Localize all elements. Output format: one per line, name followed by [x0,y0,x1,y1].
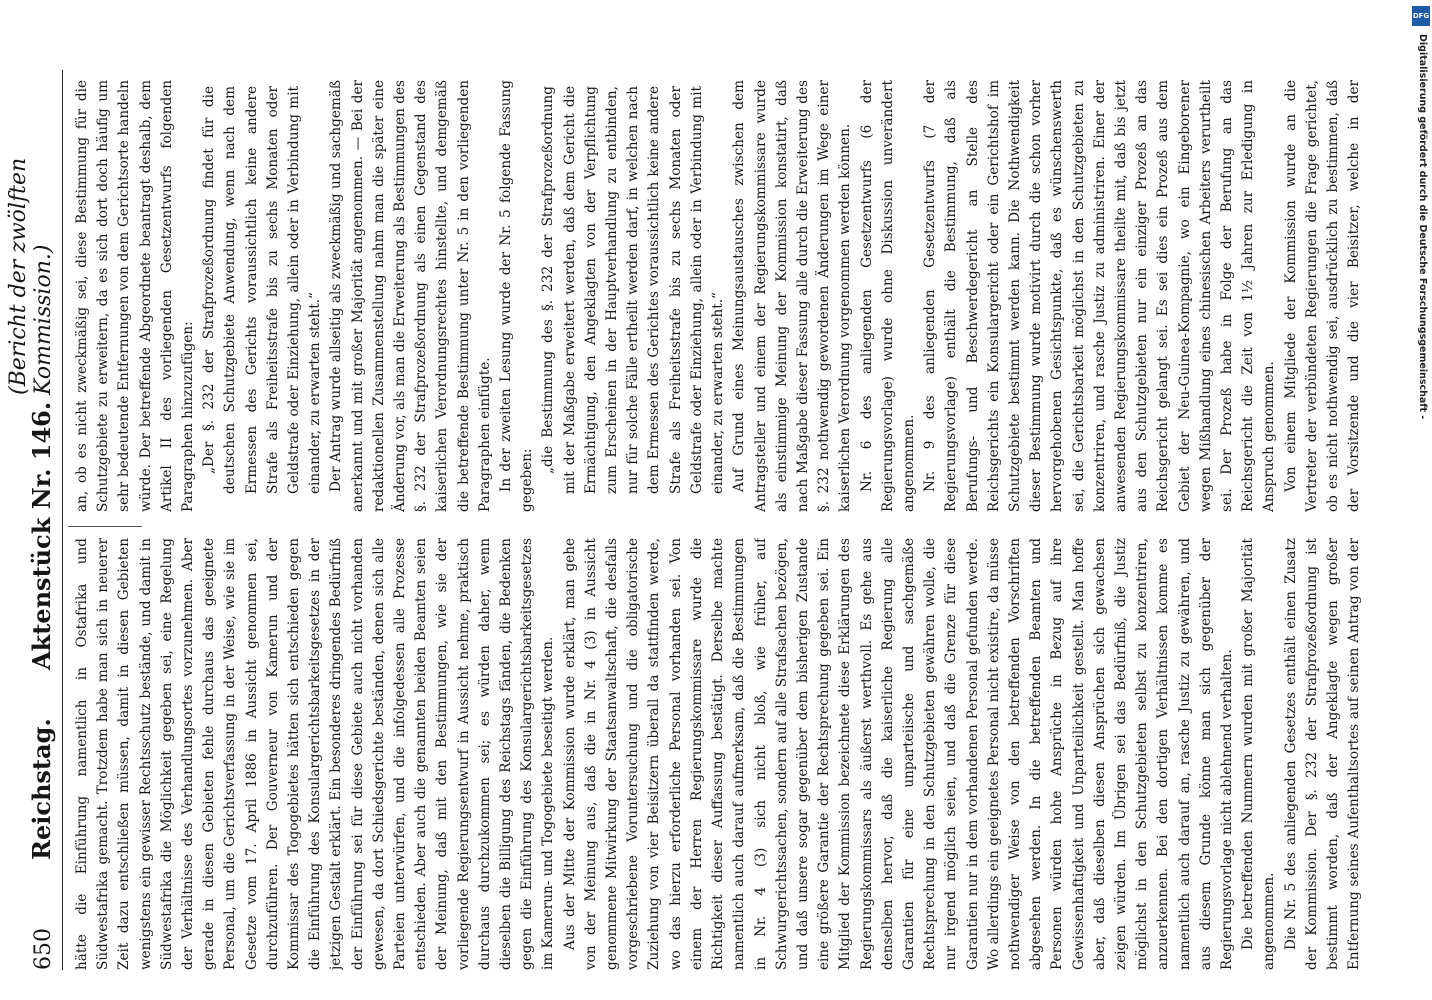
paragraph: „Der §. 232 der Strafprozeßordnung findet für die deutschen Schutzgebiete Anwendung, wenn nach dem Ermessen des Gerichts voraussichtlich keine andere Strafe als Freiheitsstrafe bis zu sechs Monaten oder Geldstrafe oder Einziehung, allein oder in Verbindung mit einander, zu erwarten steht.“ [201,86,324,494]
text-column-left [72,538,1362,970]
page-header [0,70,63,970]
paragraph: an, ob es nicht zweckmäßig sei, diese Bestimmung für die Schutzgebiete zu erweitern, da es sich dort doch häufig um sehr bedeutende Entfernungen von dem Gerichtsorte handeln würde. Der betreffende Abgeordnete beantragt deshalb, dem Artikel II des vorliegenden Gesetzentwurfs folgenden Paragraphen hinzuzufügen: [74,80,197,512]
paragraph: Nr. 9 des anliegenden Gesetzentwurfs (7 der Regierungsvorlage) enthält die Bestimmung, daß als Berufungs- und Beschwerdegericht an Stelle des Reichsgerichts ein Konsulargericht oder ein Gerichtshof im Schutzgebiete bestimmt werden kann. Die Nothwendigkeit dieser Bestimmung wurde motivirt durch die schon vorher hervorgehobenen Gesichtspunkte, daß es wünschenswerth sei, die Gerichtsbarkeit möglichst in den Schutzgebieten zu konzentriren, und rasche Justiz zu administriren. Einer der anwesenden Regierungskommissare theilte mit, daß bis jetzt aus den Schutzgebieten nur ein einziger Prozeß an das Reichsgericht gelangt sei. Es sei dies ein Prozeß aus dem Gebiet der Neu-Guinea-Kompagnie, wo ein Eingeborener wegen Mißhandlung eines chinesischen Arbeiters verurtheilt sei. Der Prozeß habe in Folge der Berufung an das Reichsgericht die Zeit von 1½ Jahren zur Erledigung in Anspruch genommen. [922,80,1278,512]
section-title: (Bericht der zwölften Kommission.) [6,157,56,395]
page-number: 650 [31,928,56,970]
paragraph: Aus der Mitte der Kommission wurde erklärt, man gehe von der Meinung aus, daß die in Nr. 4 (3) in Aussicht genommene Mitwirkung der Staatsanwaltschaft, die desfalls vorgeschriebene Voruntersuchung und die obligatorische Zuziehung von vier Beisitzern überall da stattfinden werde, wo das hierzu erforderliche Personal vorhanden sei. Von einem der Herren Regierungskommissare wurde die Richtigkeit dieser Auffassung bestätigt. Derselbe machte namentlich auch darauf aufmerksam, daß die Bestimmungen in Nr. 4 (3) sich nicht bloß, wie früher, auf Schwurgerichtssachen, sondern auf alle Strafsachen bezögen, und daß unsere sogar gegenüber dem bisherigen Zustande eine größere Garantie der Rechtsprechung gegeben sei. Ein Mitglied der Kommission bezeichnete diese Erklärungen des Regierungskommissars als äußerst werthvoll. Es gehe aus denselben hervor, daß die kaiserliche Regierung alle Garantien für eine unparteiische und sachgemäße Rechtsprechung in den Schutzgebieten gewähren wolle, die nur irgend möglich seien, und daß die Grenze für diese Garantien nur in dem vorhandenen Personal gefunden werde. Wo allerdings ein geeignetes Personal nicht existire, da müsse nothwendiger Weise von den betreffenden Vorschriften abgesehen werden. In die betreffenden Beamten und Personen würden hohe Ansprüche in Bezug auf ihre Gewissenhaftigkeit und Unparteilichkeit gestellt. Man hoffe aber, daß dieselben diesen Ansprüchen sich gewachsen zeigen würden. Im Übrigen sei das Bedürfniß, die Justiz möglichst in den Schutzgebieten selbst zu konzentriren, anzuerkennen. Bei den dortigen Verhältnissen komme es namentlich auch darauf an, rasche Justiz zu gewähren, und aus diesem Grunde könne man sich gegenüber der Regierungsvorlage nicht ablehnend verhalten. [561,538,1235,970]
paragraph: hätte die Einführung namentlich in Ostafrika und Südwestafrika gemacht. Trotzdem habe man sich in neuerer Zeit dazu entschließen müssen, damit in diesen Gebieten wenigstens ein gewisser Rechtsschutz bestände, und damit in Südwestafrika die Möglichkeit gegeben sei, eine Regelung der Verhältnisse des Verhandlungsortes vorzunehmen. Aber gerade in diesen Gebieten fehle durchaus das geeignete Personal, um die Gerichtsverfassung in der Weise, wie sie im Gesetze vom 17. April 1886 in Aussicht genommen sei, durchzuführen. Der Gouverneur von Kamerun und der Kommissar des Togogebietes hätten sich entschieden gegen die Einführung des Konsulargerichtsbarkeitsgesetzes in der jetzigen Gestalt erklärt. Ein besonderes dringendes Bedürfniß der Einführung sei für diese Gebiete auch nicht vorhanden gewesen, da dort Schiedsgerichte beständen, denen sich alle Parteien unterwürfen, und die infolgedessen alle Prozesse entschieden. Aber auch die genannten beiden Beamten seien der Meinung, daß mit den Bestimmungen, wie sie der vorliegende Regierungsentwurf in Aussicht nehme, praktisch durchaus durchzukommen sei; es würden daher, wenn dieselben die Billigung des Reichstags fänden, die Bedenken gegen die Einführung des Konsulargerichtsbarkeitsgesetzes im Kamerun- und Togogebiete beseitigt werden. [74,538,557,970]
footer-credit: Digitalisierung gefördert durch die Deutsche Forschungsgemeinschaft - [1417,34,1428,420]
paragraph: „die Bestimmung des §. 232 der Strafprozeßordnung mit der Maßgabe erweitert werden, daß dem Gericht die Ermächtigung, den Angeklagten von der Verpflichtung zum Erscheinen in der Hauptverhandlung zu entbinden, nur für solche Fälle ertheilt werden darf, in welchen nach dem Ermessen des Gerichtes voraussichtlich keine andere Strafe als Freiheitsstrafe bis zu sechs Monaten oder Geldstrafe oder Einziehung, allein oder in Verbindung mit einander, zu erwarten steht.“ [540,86,727,494]
text-column-right [72,80,1362,512]
paragraph: Die betreffenden Nummern wurden mit großer Majorität angenommen. [1240,538,1278,970]
paragraph: Der Antrag wurde allseitig als zweckmäßig und sachgemäß anerkannt und mit großer Majorität angenommen. — Bei der redaktionellen Zusammenstellung nahm man die später eine Änderung vor, als man die Erweiterung als Bestimmungen des §. 232 der Strafprozeßordnung als einen Gegenstand des kaiserlichen Verordnungsrechtes hinstellte, und demgemäß die betreffende Bestimmung unter Nr. 5 in den vorliegenden Paragraphen einfügte. [328,80,493,512]
publication-title: Reichstag. [27,718,56,860]
paragraph: Die Nr. 5 des anliegenden Gesetzes enthält einen Zusatz der Kommission. Der §. 232 der Strafprozeßordnung ist bestimmt worden, daß der Angeklagte wegen großer Entfernung seines Aufenthaltsortes auf seinen Antrag von der [1282,538,1362,970]
column-divider [68,526,142,527]
paragraph: Auf Grund eines Meinungsaustausches zwischen dem Antragsteller und einem der Regierungskommissare wurde als einstimmige Meinung der Kommission konstatirt, daß nach Maßgabe dieser Fassung alle durch die Erweiterung des §. 232 nothwendig gewordenen Änderungen im Wege einer kaiserlichen Verordnung vorgenommen werden können. [731,80,854,512]
paragraph: Von einem Mitgliede der Kommission wurde an die Vertreter der verbündeten Regierungen die Frage gerichtet, ob es nicht nothwendig sei, ausdrücklich zu bestimmen, daß der Vorsitzende und die vier Beisitzer, welche in der [1282,80,1362,512]
document-number: Aktenstück Nr. 146. [27,401,56,670]
paragraph: In der zweiten Lesung wurde der Nr. 5 folgende Fassung gegeben: [498,80,536,512]
dfg-logo: DFG [1412,6,1430,26]
paragraph: Nr. 6 des anliegenden Gesetzentwurfs (6 der Regierungsvorlage) wurde ohne Diskussion unverändert angenommen. [858,80,917,512]
